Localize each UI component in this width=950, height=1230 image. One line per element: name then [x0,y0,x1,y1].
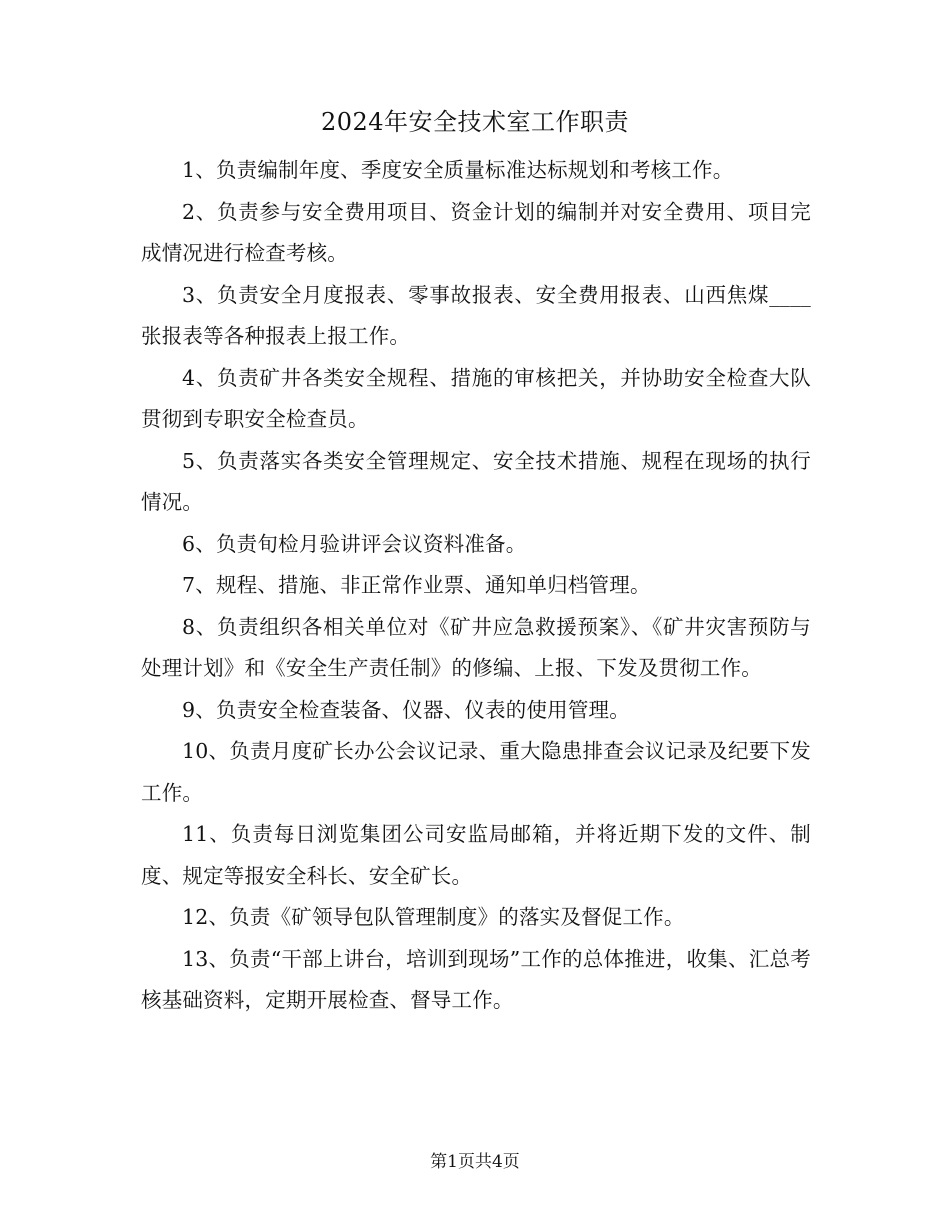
duty-item-11: 11、负责每日浏览集团公司安监局邮箱，并将近期下发的文件、制度、规定等报安全科长、安全矿长。 [141,822,811,888]
page-footer: 第1页共4页 [430,1152,520,1172]
duty-item-10: 10、负责月度矿长办公会议记录、重大隐患排查会议记录及纪要下发工作。 [141,739,811,805]
duty-item-12: 12、负责《矿领导包队管理制度》的落实及督促工作。 [182,905,685,929]
duty-item-7: 7、规程、措施、非正常作业票、通知单归档管理。 [182,573,651,597]
duty-item-9: 9、负责安全检查装备、仪器、仪表的使用管理。 [182,697,630,722]
document-title: 2024年安全技术室工作职责 [320,108,630,136]
duty-item-4: 4、负责矿井各类安全规程、措施的审核把关，并协助安全检查大队贯彻到专职安全检查员。 [141,365,811,431]
duty-item-6: 6、负责旬检月验讲评会议资料准备。 [182,531,527,556]
duty-item-1: 1、负责编制年度、季度安全质量标准达标规划和考核工作。 [182,158,734,182]
document-body [141,150,811,1022]
duty-item-5: 5、负责落实各类安全管理规定、安全技术措施、规程在现场的执行情况。 [141,448,811,514]
duty-item-3: 3、负责安全月度报表、零事故报表、安全费用报表、山西焦煤____张报表等各种报表上报工作。 [141,282,811,348]
duty-item-2: 2、负责参与安全费用项目、资金计划的编制并对安全费用、项目完成情况进行检查考核。 [141,199,811,265]
duty-item-13: 13、负责“干部上讲台，培训到现场”工作的总体推进，收集、汇总考核基础资料，定期开展检查、督导工作。 [141,946,811,1012]
duty-item-8: 8、负责组织各相关单位对《矿井应急救援预案》、《矿井灾害预防与处理计划》和《安全生产责任制》的修编、上报、下发及贯彻工作。 [141,614,811,680]
